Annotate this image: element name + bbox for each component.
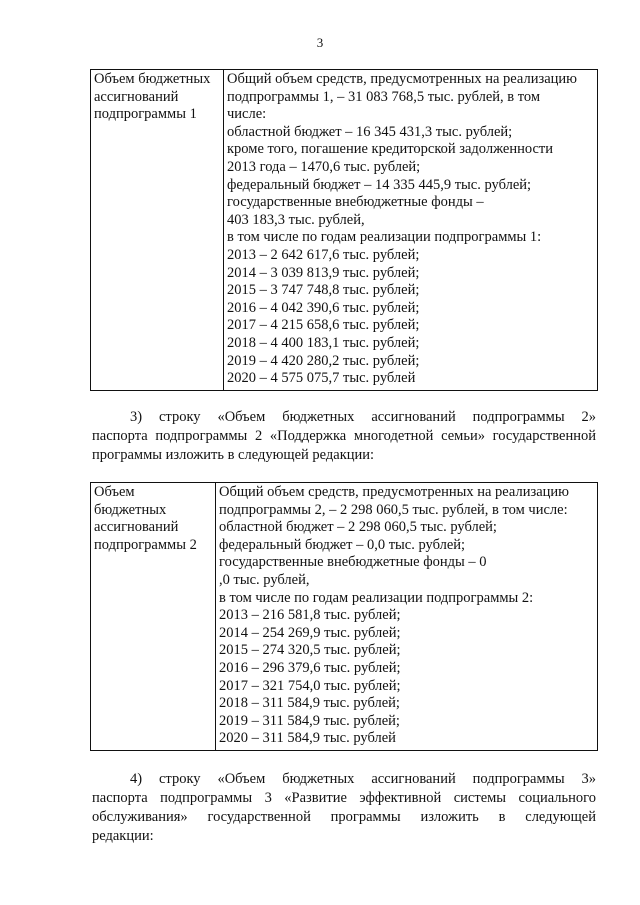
table-content-cell [224,70,598,391]
paragraph-line: 4) строку «Объем бюджетных ассигнований подпрограммы 3» [130,771,596,787]
paragraph-line: паспорта подпрограммы 2 «Поддержка многодетной семьи» государственной [92,428,596,444]
label-line: ассигнований [94,88,179,105]
content-line: 2016 – 296 379,6 тыс. рублей; [219,659,401,676]
table-row [91,70,598,391]
content-line: государственные внебюджетные фонды – 0 [219,554,487,571]
content-line: подпрограммы 2, – 2 298 060,5 тыс. рублей, в том числе: [219,501,568,518]
label-line: Объем [94,484,135,500]
paragraph-line: 3) строку «Объем бюджетных ассигнований подпрограммы 2» [130,409,596,425]
content-line: 2017 – 4 215 658,6 тыс. рублей; [227,317,420,334]
content-line: 2019 – 311 584,9 тыс. рублей; [219,712,400,729]
content-line: 2020 – 311 584,9 тыс. рублей [219,730,396,747]
content-line: 2016 – 4 042 390,6 тыс. рублей; [227,299,420,316]
paragraph-line: редакции: [92,828,154,844]
content-line: 2015 – 3 747 748,8 тыс. рублей; [227,282,420,299]
content-line: Общий объем средств, предусмотренных на реализацию [219,484,569,500]
content-line: 2017 – 321 754,0 тыс. рублей; [219,677,401,694]
label-line: подпрограммы 1 [94,106,197,123]
content-line: 2013 года – 1470,6 тыс. рублей; [227,158,421,175]
content-line: 2018 – 4 400 183,1 тыс. рублей; [227,334,420,351]
content-line: 2018 – 311 584,9 тыс. рублей; [219,695,400,712]
content-line: 2013 – 2 642 617,6 тыс. рублей; [227,246,420,263]
table-content-cell [216,483,598,751]
content-line: числе: [227,106,267,123]
paragraph-line: паспорта подпрограммы 3 «Развитие эффективной системы социального [92,790,596,806]
content-line: в том числе по годам реализации подпрограммы 2: [219,589,534,606]
content-line: 403 183,3 тыс. рублей, [227,211,365,228]
label-line: Объем бюджетных [94,71,211,87]
label-line: подпрограммы 2 [94,536,197,553]
content-line: Общий объем средств, предусмотренных на реализацию [227,71,577,87]
table-label-cell [91,483,216,751]
content-line: подпрограммы 1, – 31 083 768,5 тыс. рублей, в том [227,88,541,105]
content-line: федеральный бюджет – 0,0 тыс. рублей; [219,536,466,553]
paragraph-line: программы изложить в следующей редакции: [92,447,375,463]
budget-table-subprogram-1 [90,69,598,391]
content-line: 2015 – 274 320,5 тыс. рублей; [219,642,401,659]
content-line: федеральный бюджет – 14 335 445,9 тыс. рублей; [227,176,532,193]
content-line: в том числе по годам реализации подпрограммы 1: [227,229,542,246]
paragraph-line: обслуживания» государственной программы изложить в следующей [92,809,596,825]
table-row [91,483,598,751]
content-line: кроме того, погашение кредиторской задолженности [227,141,554,158]
table-label-cell [91,70,224,391]
content-line: 2019 – 4 420 280,2 тыс. рублей; [227,352,420,369]
paragraph-item-4 [92,770,596,846]
content-line: областной бюджет – 2 298 060,5 тыс. рублей; [219,519,497,536]
content-line: 2013 – 216 581,8 тыс. рублей; [219,607,401,624]
content-line: 2020 – 4 575 075,7 тыс. рублей [227,370,416,387]
content-line: 2014 – 3 039 813,9 тыс. рублей; [227,264,420,281]
label-line: бюджетных [94,501,167,518]
budget-table-subprogram-2 [90,482,598,751]
paragraph-item-3 [92,408,596,465]
page-number: 3 [316,35,324,50]
content-line: 2014 – 254 269,9 тыс. рублей; [219,624,401,641]
content-line: ,0 тыс. рублей, [219,571,310,588]
label-line: ассигнований [94,519,179,536]
content-line: областной бюджет – 16 345 431,3 тыс. рублей; [227,123,513,140]
content-line: государственные внебюджетные фонды – [227,194,484,211]
